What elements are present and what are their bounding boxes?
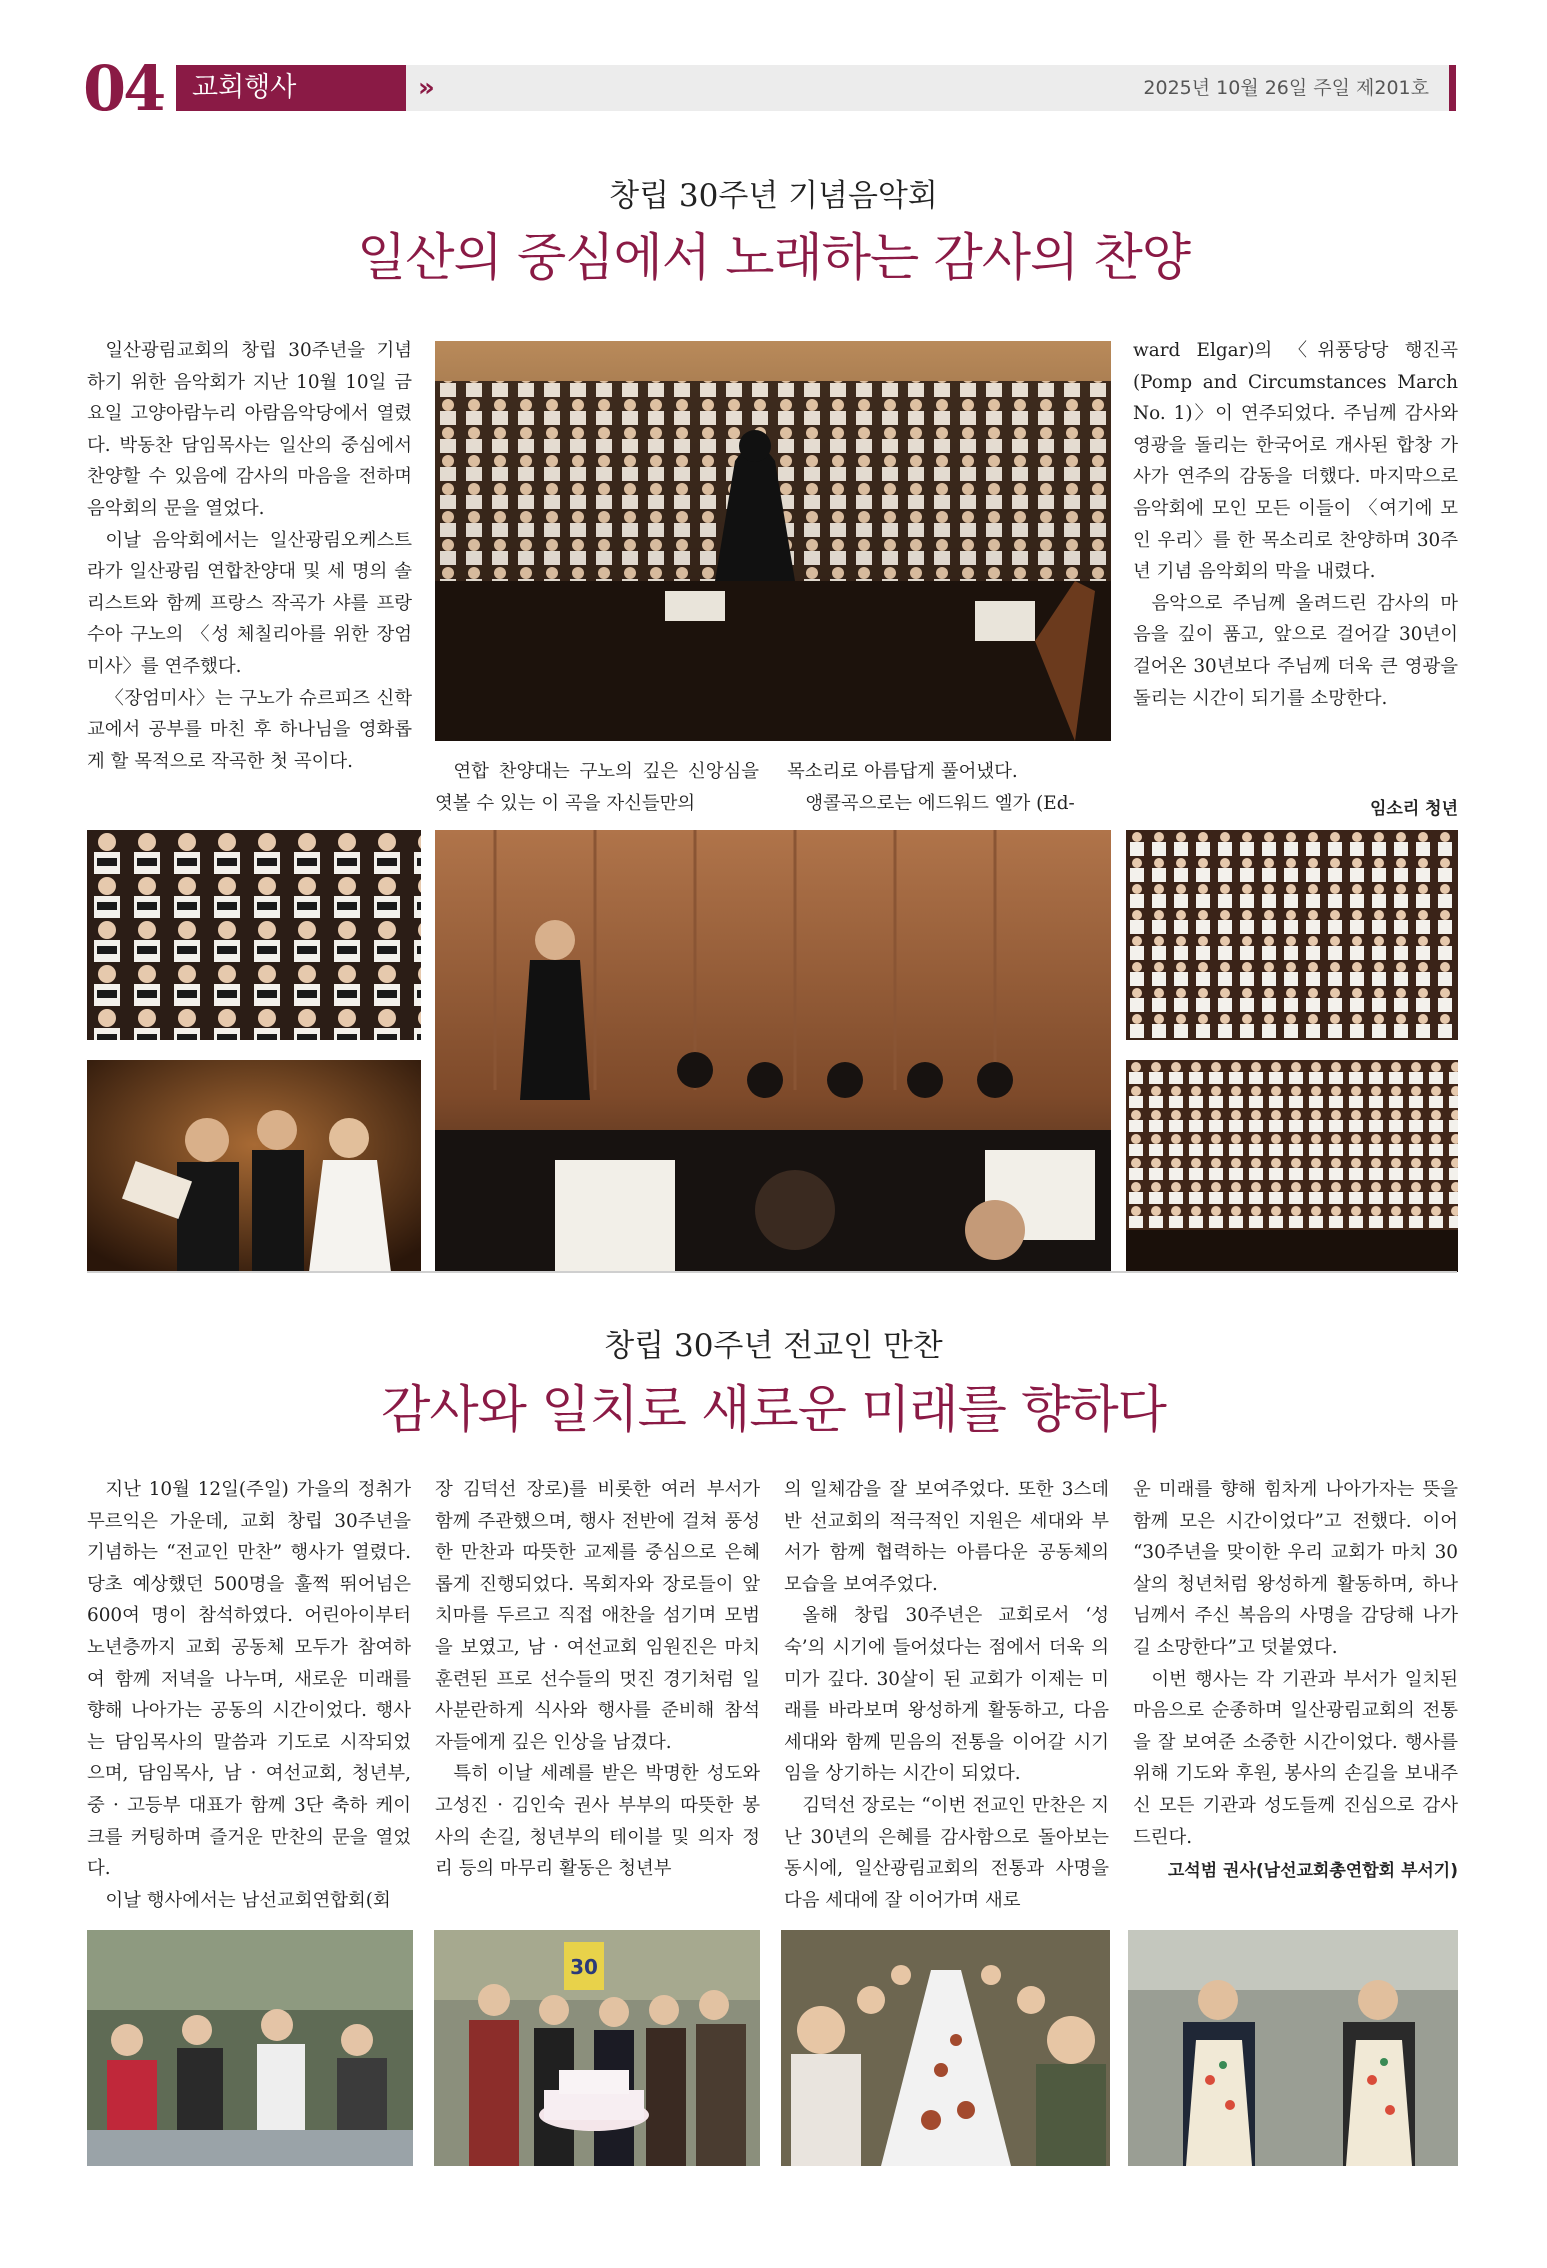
photo-cake-cutting — [434, 1930, 760, 2166]
article2-byline: 고석범 권사(남선교회총연합회 부서기) — [1167, 1861, 1458, 1881]
article2-title: 감사와 일치로 새로운 미래를 향하다 — [381, 1381, 1166, 1440]
chevron-right-icon: » — [418, 73, 429, 103]
paragraph: 앵콜곡으로는 에드워드 엘가 (Ed- — [805, 792, 1075, 814]
photo-choir-right — [1126, 830, 1458, 1040]
photo-choir-wide — [1126, 1060, 1458, 1272]
paragraph: 의 일체감을 잘 보여주었다. 또한 3스데반 선교회의 적극적인 지원은 세대와 부서가 함께 협력하는 아름다운 공동체의 모습을 보여주었다. — [784, 1479, 1109, 1595]
page-number: 04 — [83, 52, 164, 125]
photo-dinner-crowd — [87, 1930, 413, 2166]
article1-col4 — [1133, 335, 1458, 714]
paragraph: 이날 행사에서는 남선교회연합회(회 — [105, 1889, 391, 1911]
paragraph: 이번 행사는 각 기관과 부서가 일치된 마음으로 순종하며 일산광림교회의 전통을 잘 보여준 소중한 시간이었다. 행사를 위해 기도와 후원, 봉사의 손길을 보내주신 모든 기관과 성도들께 진심으로 감사드린다. — [1133, 1668, 1458, 1848]
paragraph: 일산광림교회의 창립 30주년을 기념하기 위한 음악회가 지난 10월 10일 금요일 고양아람누리 아람음악당에서 열렸다. 박동찬 담임목사는 일산의 중심에서 찬양할 수 있음에 감사의 마음을 전하며 음악회의 문을 열었다. — [87, 340, 412, 519]
paragraph: 이날 음악회에서는 일산광림오케스트라가 일산광림 연합찬양대 및 세 명의 솔리스트와 함께 프랑스 작곡가 샤를 프랑수아 구노의 〈성 체칠리아를 위한 장엄미사〉를 연주했다. — [87, 529, 412, 677]
photo-choir-left — [87, 830, 421, 1040]
article2-col1 — [87, 1474, 411, 1916]
article1-col1 — [87, 335, 412, 777]
article2-kicker: 창립 30주년 전교인 만찬 — [604, 1328, 943, 1364]
photo-soloists — [87, 1060, 421, 1272]
paragraph: 〈장엄미사〉는 구노가 슈르피즈 신학교에서 공부를 마친 후 하나님을 영화롭게 할 목적으로 작곡한 첫 곡이다. — [87, 687, 412, 772]
paragraph: 장 김덕선 장로)를 비롯한 여러 부서가 함께 주관했으며, 행사 전반에 걸쳐 풍성한 만찬과 따뜻한 교제를 중심으로 은혜롭게 진행되었다. 목회자와 장로들이 앞치마를 두르고 직접 애찬을 섬기며 모범을 보였고, 남 · 여선교회 임원진은 마치 훈련된 프로 선수들의 멋진 경기처럼 일사분란하게 식사와 행사를 준비해 참석자들에게 깊은 인상을 남겼다. — [435, 1479, 760, 1753]
paragraph: 올해 창립 30주년은 교회로서 ‘성숙’의 시기에 들어섰다는 점에서 더욱 의미가 깊다. 30살이 된 교회가 이제는 미래를 바라보며 왕성하게 활동하고, 다음 세대와 함께 믿음의 전통을 이어갈 시기임을 상기하는 시간이 되었다. — [784, 1605, 1109, 1785]
paragraph: 특히 이날 세례를 받은 박명한 성도와 고성진 · 김인숙 권사 부부의 따뜻한 봉사의 손길, 청년부의 테이블 및 의자 정리 등의 마무리 활동은 청년부 — [435, 1763, 760, 1880]
article1-kicker: 창립 30주년 기념음악회 — [609, 178, 938, 214]
article2-col4 — [1133, 1474, 1458, 1853]
photo-orchestra-conductor — [435, 830, 1111, 1272]
section-divider — [87, 1271, 1457, 1273]
paragraph: 음악으로 주님께 올려드린 감사의 마음을 깊이 품고, 앞으로 걸어갈 30년이 걸어온 30년보다 주님께 더욱 큰 영광을 돌리는 시간이 되기를 소망한다. — [1133, 592, 1458, 709]
article2-col3 — [784, 1474, 1109, 1916]
article2-col2 — [435, 1474, 760, 1885]
paragraph: ward Elgar)의 〈위풍당당 행진곡 (Pomp and Circumstances March No. 1)〉이 연주되었다. 주님께 감사와 영광을 돌리는 한국어로 개사된 합창 가사가 연주의 감동을 더했다. 마지막으로 음악회에 모인 모든 이들이 〈여기에 모인 우리〉를 한 목소리로 찬양하며 30주년 기념 음악회의 막을 내렸다. — [1133, 340, 1458, 583]
paragraph: 목소리로 아름답게 풀어냈다. — [787, 761, 1018, 782]
section-label: 교회행사 — [176, 65, 406, 111]
article1-byline: 임소리 청년 — [1369, 799, 1458, 819]
article1-col2 — [435, 756, 759, 819]
header-end-mark — [1449, 65, 1456, 111]
article1-title: 일산의 중심에서 노래하는 감사의 찬양 — [356, 229, 1191, 288]
paragraph: 운 미래를 향해 힘차게 나아가자는 뜻을 함께 모은 시간이었다”고 전했다. 이어 “30주년을 맞이한 우리 교회가 마치 30살의 청년처럼 왕성하게 활동하며, 하나님께서 주신 복음의 사명을 감당해 나가길 소망한다”고 덧붙였다. — [1133, 1479, 1458, 1658]
paragraph: 김덕선 장로는 “이번 전교인 만찬은 지난 30년의 은혜를 감사함으로 돌아보는 동시에, 일산광림교회의 전통과 사명을 다음 세대에 잘 이어가며 새로 — [784, 1794, 1109, 1911]
cake-sign-number: 30 — [570, 1955, 598, 1979]
article1-col3 — [787, 756, 1112, 819]
photo-dinner-tables — [781, 1930, 1110, 2166]
issue-date: 2025년 10월 26일 주일 제201호 — [1143, 77, 1429, 99]
paragraph: 연합 찬양대는 구노의 깊은 신앙심을 엿볼 수 있는 이 곡을 자신들만의 — [435, 761, 759, 814]
paragraph: 지난 10월 12일(주일) 가을의 정취가 무르익은 가운데, 교회 창립 30주년을 기념하는 “전교인 만찬” 행사가 열렸다. 당초 예상했던 500명을 훌쩍 뛰어넘은 600여 명이 참석하였다. 어린아이부터 노년층까지 교회 공동체 모두가 참여하여 함께 저녁을 나누며, 새로운 미래를 향해 나아가는 공동의 시간이었다. 행사는 담임목사의 말씀과 기도로 시작되었으며, 담임목사, 남 · 여선교회, 청년부, 중 · 고등부 대표가 함께 3단 축하 케이크를 커팅하며 즐거운 만찬의 문을 열었다. — [87, 1479, 411, 1880]
photo-choir-conductor — [435, 341, 1111, 741]
photo-elders-aprons — [1128, 1930, 1458, 2166]
